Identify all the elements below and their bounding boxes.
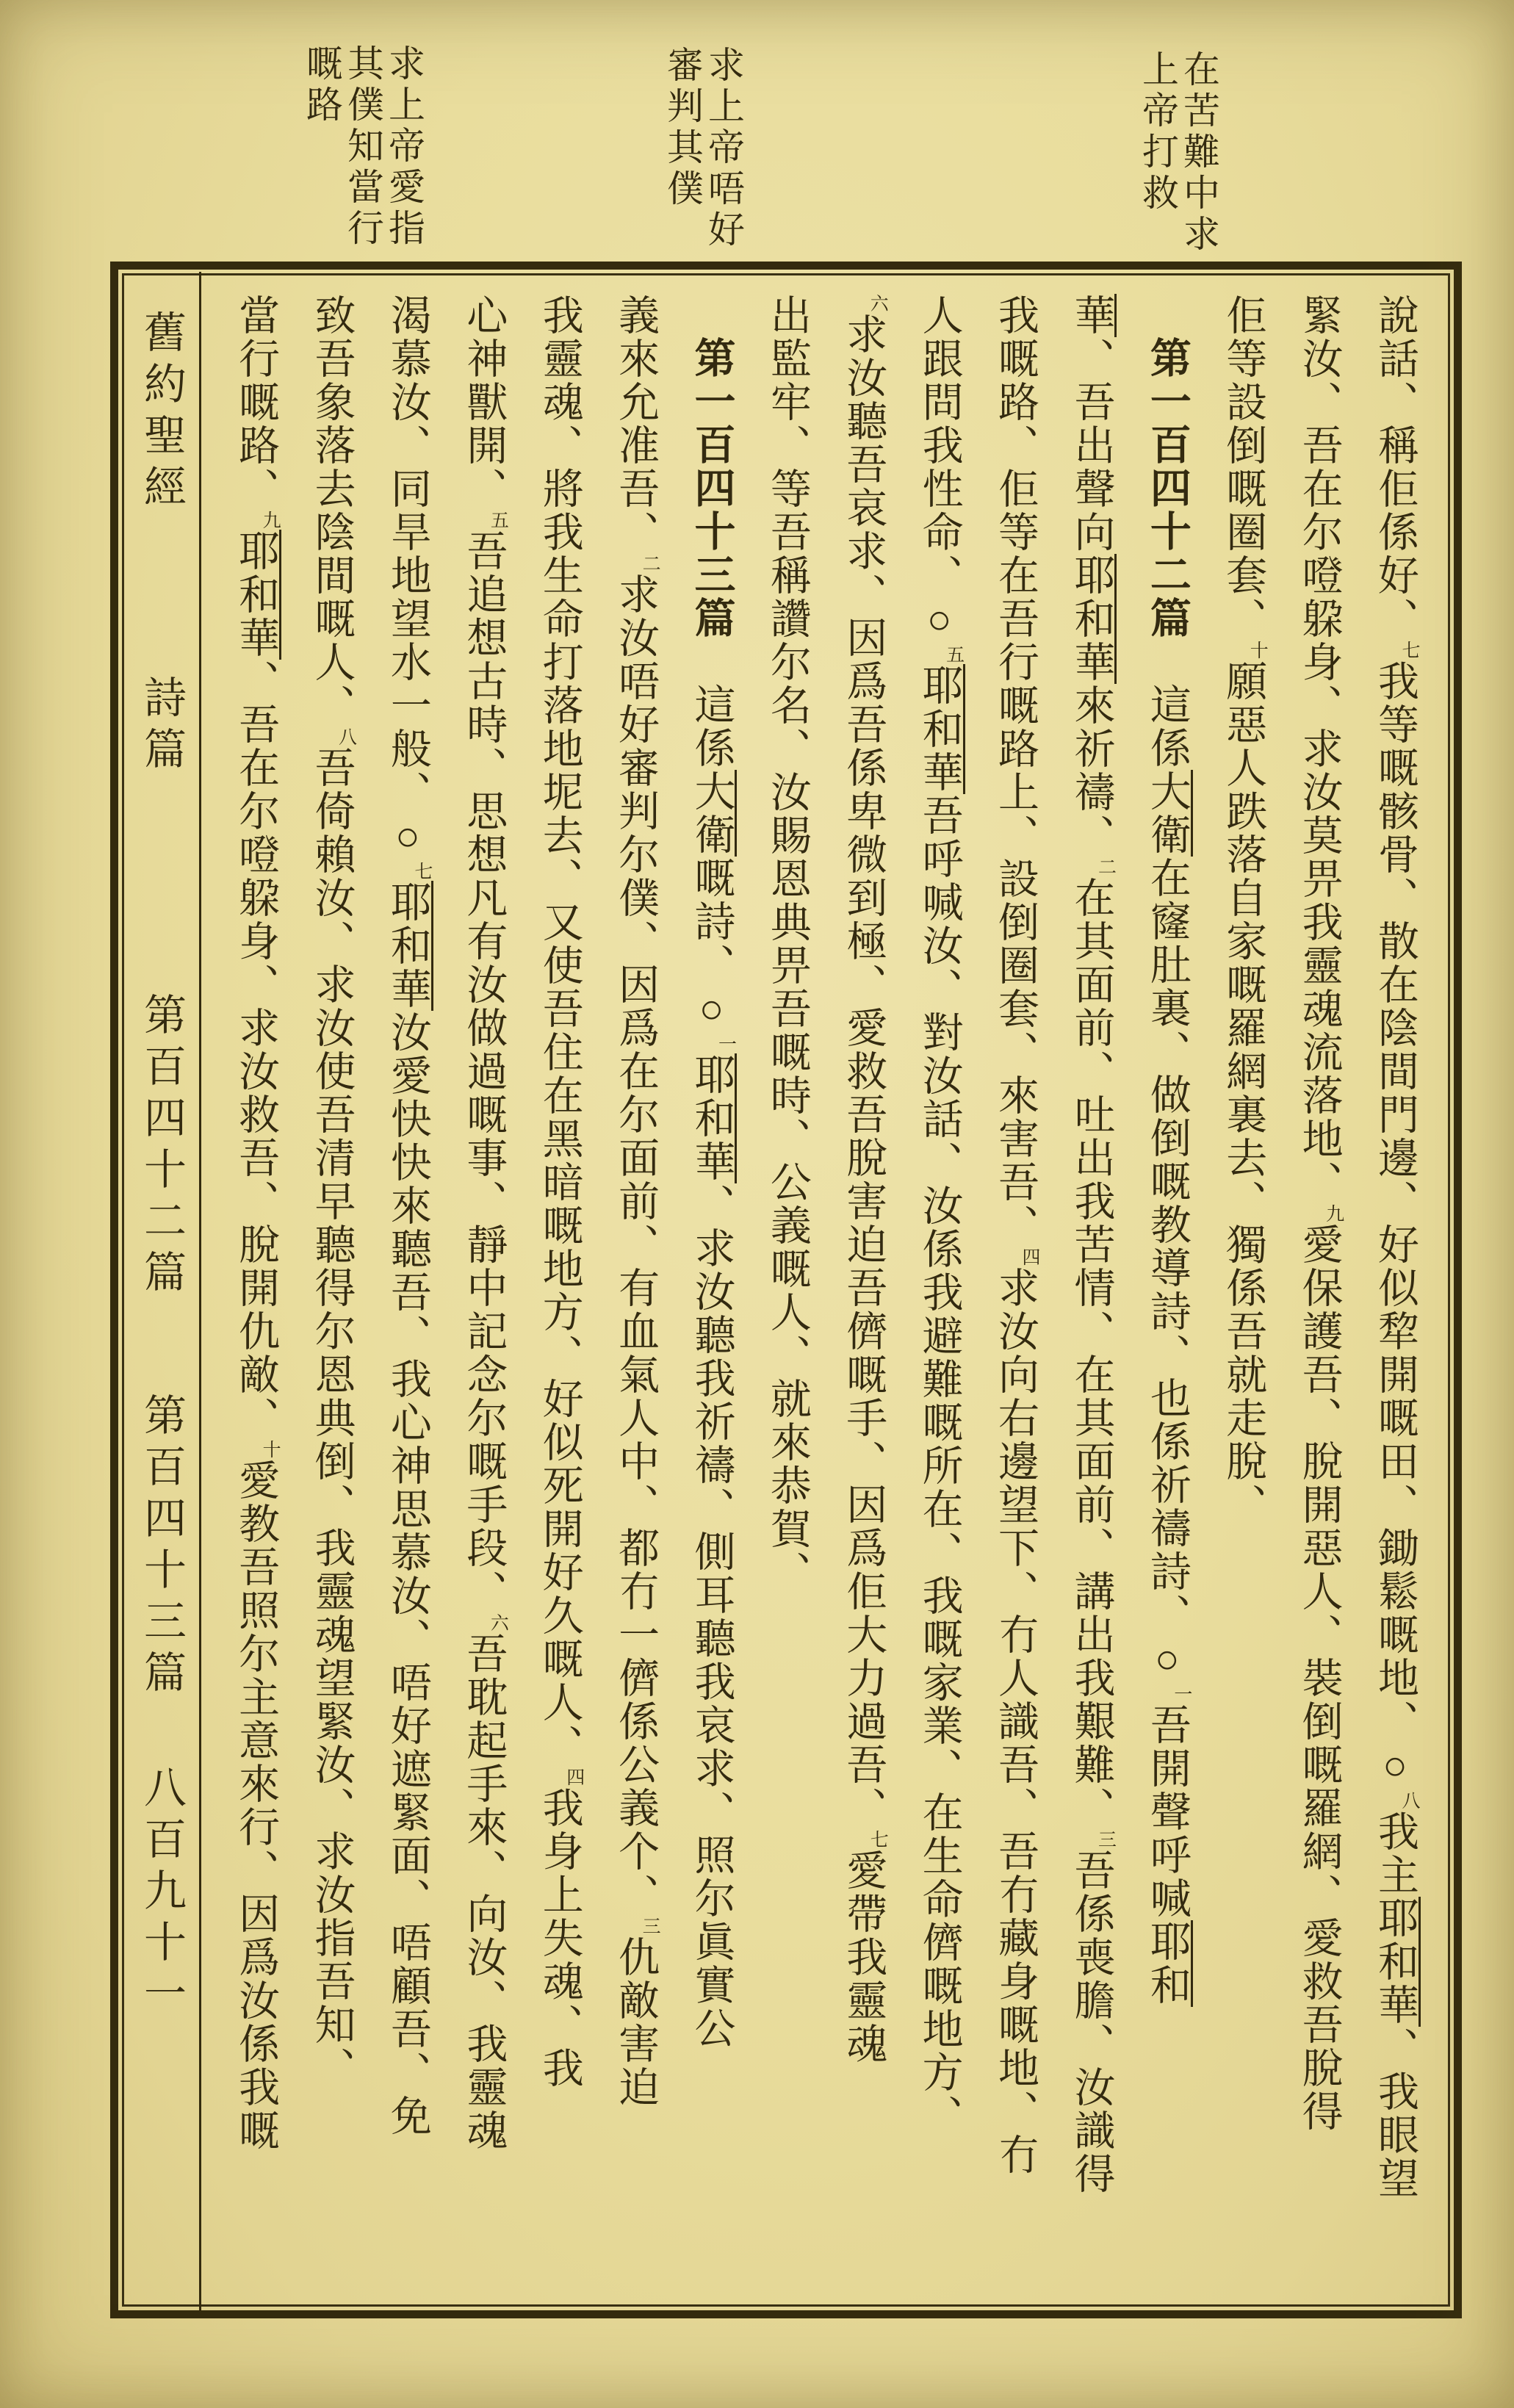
scripture-text: 求汝聽吾哀求、因爲吾係卑微到極、愛救吾脫害迫吾儕嘅手、因爲佢大力過吾、 bbox=[840, 313, 887, 1830]
spine-psalm-143: 第百四十三篇 bbox=[137, 1393, 185, 1701]
scripture-text: 這係 bbox=[1144, 640, 1190, 770]
scripture-text: 愛保護吾、脫開惡人、裝倒嘅羅網、愛救吾脫得 bbox=[1296, 1223, 1342, 2133]
scripture-text: 我主 bbox=[1372, 1810, 1418, 1897]
scripture-text: 出監牢、等吾稱讚尔名、汝賜恩典畀吾嘅時、公義嘅人、就來恭賀、 bbox=[764, 294, 810, 1594]
verse-number: 二 bbox=[640, 554, 660, 573]
margin-note-right bbox=[1133, 50, 1219, 270]
verse-number: 三 bbox=[1095, 1830, 1116, 1849]
scripture-text: 吾呼喊汝、對汝話、汝係我避難嘅所在、我嘅家業、在生命儕嘅地方、 bbox=[916, 794, 962, 2138]
margin-note-line: 上帝打救 bbox=[1137, 50, 1178, 215]
scripture-text-area bbox=[217, 294, 1432, 2286]
text-column-14 bbox=[370, 294, 445, 2286]
text-column-12 bbox=[521, 294, 596, 2286]
verse-number: 五 bbox=[943, 645, 964, 664]
text-column-13 bbox=[445, 294, 521, 2286]
margin-note-left bbox=[298, 44, 425, 272]
verse-number: 八 bbox=[336, 727, 356, 746]
text-column-9 bbox=[749, 294, 824, 2286]
scripture-text: 愛帶我靈魂 bbox=[840, 1849, 887, 2066]
scripture-text: 、我眼望 bbox=[1372, 2027, 1418, 2200]
proper-name: 華 bbox=[1068, 294, 1117, 337]
verse-number: 七 bbox=[411, 862, 432, 881]
spine-divider-rule bbox=[199, 272, 201, 2313]
proper-name: 耶和 bbox=[1144, 1920, 1193, 2007]
scripture-text: 人跟問我性命、○ bbox=[916, 294, 962, 645]
margin-note-line: 在苦難中求 bbox=[1178, 50, 1219, 256]
spine-page-number: 八百九十一 bbox=[137, 1765, 185, 2022]
verse-number: 十 bbox=[260, 1440, 281, 1459]
proper-name: 耶和華 bbox=[688, 1053, 737, 1183]
proper-name: 耶和華 bbox=[1372, 1897, 1421, 2027]
scripture-text: 說話、稱佢係好、 bbox=[1372, 294, 1418, 641]
verse-number: 七 bbox=[1399, 641, 1419, 660]
scripture-text: 這係 bbox=[688, 640, 735, 770]
scripture-text: 我嘅路、佢等在吾行嘅路上、設倒圈套、來害吾、 bbox=[992, 294, 1039, 1247]
scripture-text: 、求汝聽我祈禱、側耳聽我哀求、照尔眞實公 bbox=[688, 1183, 735, 2050]
verse-number: 一 bbox=[1171, 1684, 1192, 1704]
scripture-text: 當行嘅路、 bbox=[233, 294, 279, 511]
scripture-text: 汝愛快快來聽吾、我心神思慕汝、唔好遮緊面、唔顧吾、免 bbox=[384, 1011, 430, 2138]
scripture-text: 在窿肚裏、做倒嘅教導詩、也係祈禱詩、○ bbox=[1144, 857, 1190, 1684]
scripture-text: 吾開聲呼喊 bbox=[1144, 1704, 1190, 1920]
verse-number: 六 bbox=[488, 1613, 508, 1632]
spine-psalm-142: 第百四十二篇 bbox=[137, 992, 185, 1301]
proper-name: 大衛 bbox=[1144, 770, 1193, 857]
proper-name: 耶和華 bbox=[385, 881, 433, 1011]
text-column-11 bbox=[597, 294, 673, 2286]
text-column-15 bbox=[293, 294, 369, 2286]
scripture-text: 求汝唔好審判尔僕、因爲在尔面前、有血氣人中、都冇一儕係公義个、 bbox=[613, 573, 659, 1917]
scripture-text: 我靈魂、將我生命打落地坭去、又使吾住在黑暗嘅地方、好似死開好久嘅人、 bbox=[536, 294, 583, 1767]
proper-name: 耶和華 bbox=[917, 664, 965, 794]
scripture-text: 渴慕汝、同旱地望水一般、○ bbox=[384, 294, 430, 862]
proper-name: 耶和華 bbox=[1068, 554, 1117, 684]
scripture-text: 義來允准吾、 bbox=[613, 294, 659, 554]
text-column-1 bbox=[1357, 294, 1432, 2286]
margin-note-middle bbox=[657, 46, 744, 273]
scripture-text: 致吾象落去陰間嘅人、 bbox=[309, 294, 355, 727]
verse-number: 九 bbox=[1323, 1204, 1344, 1223]
margin-note-line: 審判其僕 bbox=[662, 46, 703, 210]
verse-number: 四 bbox=[1020, 1247, 1040, 1266]
text-column-7 bbox=[901, 294, 976, 2286]
scripture-text: 佢等設倒嘅圈套、 bbox=[1220, 294, 1266, 641]
spine-title-column bbox=[125, 310, 197, 2286]
scripture-text: 求汝向右邊望下、冇人識吾、吾冇藏身嘅地、冇 bbox=[992, 1266, 1039, 2177]
scripture-text: 吾追想古時、思想凡有汝做過嘅事、靜中記念尔嘅手段、 bbox=[461, 530, 507, 1613]
scripture-text: 心神獸開、 bbox=[461, 294, 507, 511]
psalm-heading: 第一百四十二篇 bbox=[1144, 336, 1190, 640]
scripture-text: 在其面前、吐出我苦情、在其面前、講出我艱難、 bbox=[1068, 876, 1114, 1830]
verse-number: 七 bbox=[868, 1830, 888, 1849]
margin-note-line: 求上帝唔好 bbox=[703, 46, 744, 251]
margin-note-line: 求上帝愛指 bbox=[383, 44, 425, 250]
book-title: 舊約聖經 bbox=[137, 310, 185, 516]
proper-name: 耶和華 bbox=[233, 530, 281, 660]
scripture-text: 緊汝、吾在尔噔躱身、求汝莫畀我靈魂流落地、 bbox=[1296, 294, 1342, 1204]
verse-number: 五 bbox=[488, 511, 508, 530]
scripture-text: 我身上失魂、我 bbox=[536, 1787, 583, 2090]
verse-number: 三 bbox=[640, 1917, 660, 1936]
margin-note-line: 其僕知當行 bbox=[342, 44, 383, 250]
verse-number: 十 bbox=[1247, 641, 1268, 660]
text-column-3 bbox=[1205, 294, 1280, 2286]
scripture-text: 愛教吾照尔主意來行、因爲汝係我嘅 bbox=[233, 1459, 279, 2152]
text-column-4 bbox=[1128, 294, 1204, 2286]
scripture-text: 願惡人跌落自家嘅羅網裏去、獨係吾就走脫、 bbox=[1220, 660, 1266, 1526]
verse-number: 九 bbox=[260, 511, 281, 530]
scripture-text: 吾倚賴汝、求汝使吾清早聽得尔恩典倒、我靈魂望緊汝、求汝指吾知、 bbox=[309, 746, 355, 2090]
text-column-2 bbox=[1280, 294, 1356, 2286]
verse-number: 四 bbox=[563, 1767, 584, 1787]
scripture-text: 、吾出聲向 bbox=[1068, 337, 1114, 554]
scripture-text: 我等嘅骸骨、散在陰間門邊、好似犂開嘅田、鋤鬆嘅地、○ bbox=[1372, 660, 1418, 1791]
verse-number: 六 bbox=[868, 294, 888, 313]
verse-number: 二 bbox=[1095, 857, 1116, 876]
scripture-text: 嘅詩、○ bbox=[688, 857, 735, 1034]
verse-number: 八 bbox=[1399, 1791, 1419, 1810]
psalm-heading: 第一百四十三篇 bbox=[688, 336, 735, 640]
verse-number: 一 bbox=[715, 1034, 736, 1053]
text-column-10 bbox=[673, 294, 749, 2286]
margin-note-line: 嘅路 bbox=[301, 44, 342, 126]
scripture-text: 仇敵害迫 bbox=[613, 1936, 659, 2109]
text-column-6 bbox=[977, 294, 1053, 2286]
text-column-16 bbox=[217, 294, 293, 2286]
scripture-text: 來祈禱、 bbox=[1068, 684, 1114, 857]
proper-name: 大衛 bbox=[688, 770, 737, 857]
section-title: 詩篇 bbox=[137, 675, 185, 778]
scripture-text: 吾係喪膽、汝識得 bbox=[1068, 1849, 1114, 2196]
text-column-8 bbox=[825, 294, 901, 2286]
text-column-5 bbox=[1053, 294, 1128, 2286]
scripture-text: 吾耽起手來、向汝、我靈魂 bbox=[461, 1632, 507, 2152]
scripture-text: 、吾在尔噔躱身、求汝救吾、脫開仇敵、 bbox=[233, 660, 279, 1440]
